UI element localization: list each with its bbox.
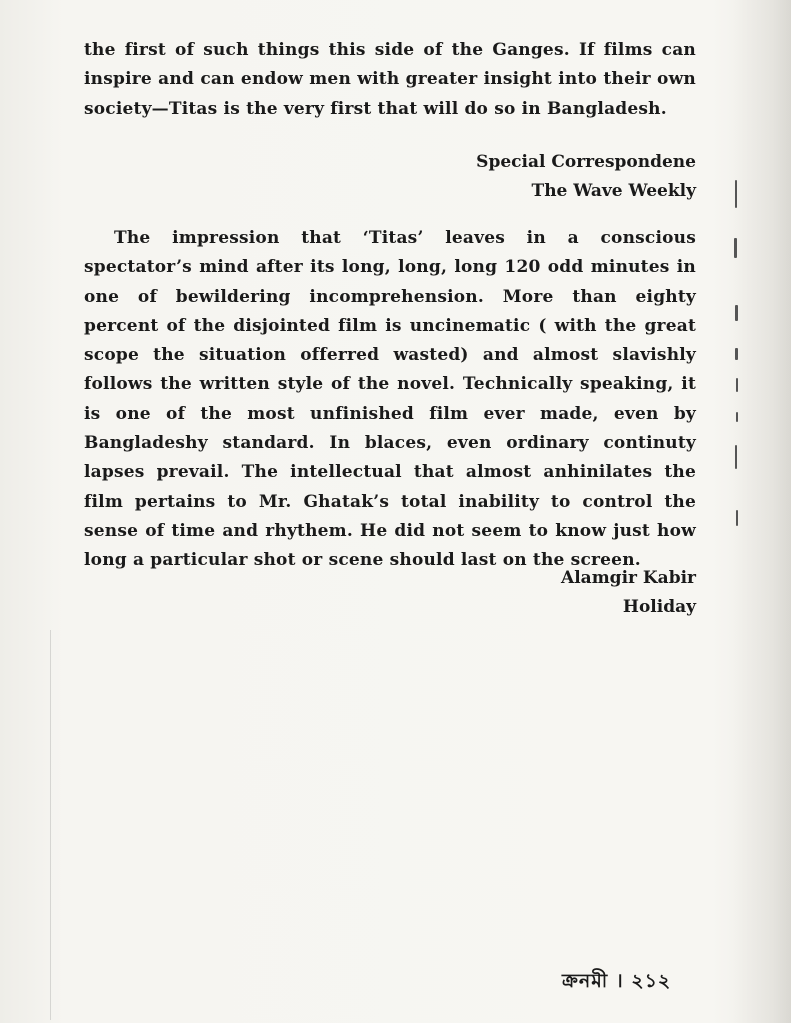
signature-2-name: Alamgir Kabir [561, 568, 696, 588]
signature-2-publication: Holiday [622, 597, 696, 617]
signature-1 [476, 148, 696, 206]
page-fold-line [50, 630, 51, 1020]
page-number: ক্রনমী । ২১২ [562, 970, 672, 992]
signature-1-name: Special Correspondene [476, 152, 696, 172]
signature-2 [561, 564, 696, 622]
signature-1-publication: The Wave Weekly [531, 181, 696, 201]
margin-marks [731, 180, 741, 530]
paragraph-2: The impression that ‘Titas’ leaves in a conscious spectator’s mind after its long, long, long 120 odd minutes in one of bewildering incomprehension. More than eighty percent of the disjointed film is uncinematic ( with the great scope the situation offerred wasted) and almost slavishly follows the written style of the novel. Technically speaking, it is one of the most unfinished film ever made, even by Bangladeshy standard. In blaces, even ordinary continuty lapses prevail. The intellectual that almost anhinilates the film pertains to Mr. Ghatak’s total inability to control the sense of time and rhythem. He did not seem to know just how long a particular shot or scene should last on the screen. [84, 228, 696, 571]
paragraph-1: the first of such things this side of the Ganges. If films can inspire and can endow men with greater insight into their own society—Titas is the very first that will do so in Bangladesh. [84, 40, 696, 119]
